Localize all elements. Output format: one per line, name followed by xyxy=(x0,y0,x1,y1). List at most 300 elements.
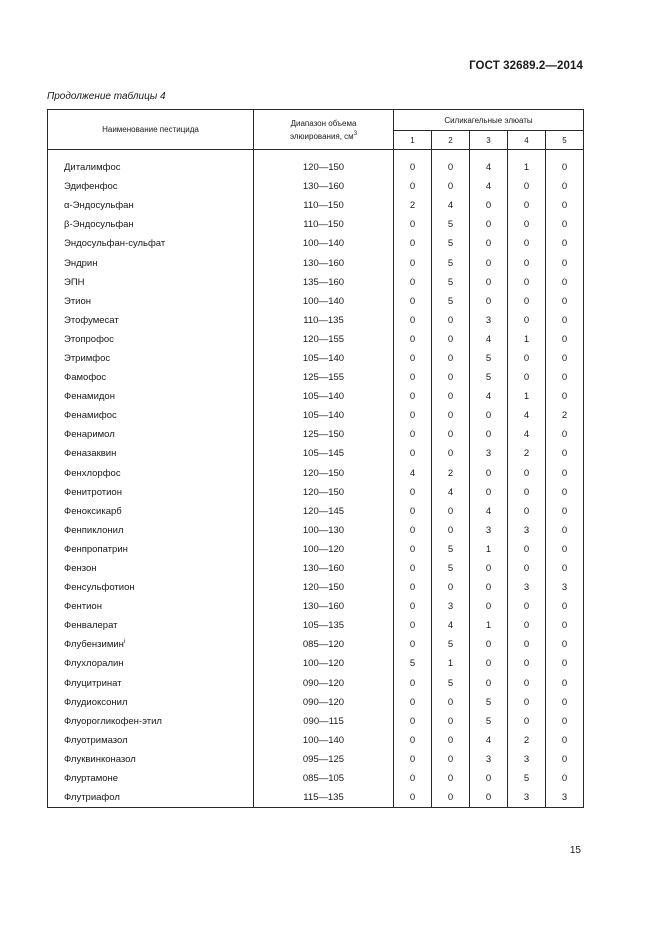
eluate-value-cell: 3 xyxy=(508,578,546,597)
table-row xyxy=(48,578,584,597)
eluate-value-cell: 0 xyxy=(546,674,584,693)
pesticide-name: Этион xyxy=(64,295,92,307)
table-row xyxy=(48,712,584,731)
eluate-value-cell: 0 xyxy=(394,234,432,253)
eluate-value-cell: 3 xyxy=(470,521,508,540)
eluate-value-cell: 0 xyxy=(470,273,508,292)
eluate-value-cell: 0 xyxy=(394,253,432,272)
eluate-value-cell: 0 xyxy=(470,788,508,808)
eluate-value-cell: 0 xyxy=(432,311,470,330)
elution-range-cell: 105—140 xyxy=(254,406,394,425)
eluate-value-cell: 0 xyxy=(508,196,546,215)
eluate-value-cell: 5 xyxy=(432,273,470,292)
table-row xyxy=(48,177,584,196)
eluate-value-cell: 0 xyxy=(394,788,432,808)
eluate-value-cell: 0 xyxy=(546,387,584,406)
pesticide-name-cell xyxy=(48,540,254,559)
elution-range-cell: 110—150 xyxy=(254,196,394,215)
pesticide-name-cell xyxy=(48,693,254,712)
eluate-value-cell: 4 xyxy=(470,731,508,750)
pesticide-name-cell xyxy=(48,483,254,502)
elution-range-cell: 120—150 xyxy=(254,578,394,597)
table-row xyxy=(48,483,584,502)
table-caption: Продолжение таблицы 4 xyxy=(47,91,166,102)
pesticide-name-cell xyxy=(48,196,254,215)
eluate-value-cell: 0 xyxy=(432,502,470,521)
pesticide-name-cell xyxy=(48,330,254,349)
eluate-value-cell: 0 xyxy=(546,464,584,483)
eluate-value-cell: 5 xyxy=(470,349,508,368)
pesticide-name-cell xyxy=(48,464,254,483)
eluate-value-cell: 0 xyxy=(394,177,432,196)
eluate-value-cell: 0 xyxy=(508,616,546,635)
eluate-value-cell: 0 xyxy=(394,311,432,330)
eluate-value-cell: 0 xyxy=(394,559,432,578)
pesticide-name: Флуорогликофен-этил xyxy=(64,715,162,727)
elution-range-cell: 100—120 xyxy=(254,540,394,559)
table-row xyxy=(48,616,584,635)
pesticide-name-cell xyxy=(48,349,254,368)
table-row xyxy=(48,196,584,215)
table-row xyxy=(48,635,584,654)
table-row xyxy=(48,311,584,330)
pesticide-name-cell xyxy=(48,654,254,673)
eluate-value-cell: 5 xyxy=(470,712,508,731)
eluate-value-cell: 0 xyxy=(546,521,584,540)
eluate-value-cell: 0 xyxy=(432,177,470,196)
eluate-value-cell: 2 xyxy=(508,731,546,750)
eluate-value-cell: 5 xyxy=(432,253,470,272)
pesticide-name-cell xyxy=(48,311,254,330)
eluate-value-cell: 0 xyxy=(546,311,584,330)
eluate-value-cell: 0 xyxy=(546,253,584,272)
pesticide-table xyxy=(47,109,584,808)
table-row xyxy=(48,444,584,463)
eluate-value-cell: 0 xyxy=(432,330,470,349)
eluate-value-cell: 0 xyxy=(394,215,432,234)
elution-range-cell: 120—150 xyxy=(254,158,394,177)
eluate-value-cell: 0 xyxy=(546,769,584,788)
pesticide-name-cell xyxy=(48,788,254,808)
eluate-value-cell: 0 xyxy=(546,597,584,616)
eluate-value-cell: 0 xyxy=(394,158,432,177)
table-row xyxy=(48,253,584,272)
eluate-value-cell: 0 xyxy=(394,330,432,349)
column-header-range xyxy=(254,110,394,150)
eluate-value-cell: 1 xyxy=(508,387,546,406)
table-row xyxy=(48,368,584,387)
eluate-value-cell: 5 xyxy=(470,693,508,712)
eluate-value-cell: 0 xyxy=(546,654,584,673)
page-number: 15 xyxy=(569,845,581,856)
eluate-value-cell: 0 xyxy=(432,712,470,731)
eluate-value-cell: 3 xyxy=(508,788,546,808)
pesticide-name: Флутриафол xyxy=(64,792,120,804)
eluate-value-cell: 0 xyxy=(394,693,432,712)
eluate-value-cell: 0 xyxy=(546,368,584,387)
pesticide-name-cell xyxy=(48,712,254,731)
eluate-value-cell: 2 xyxy=(394,196,432,215)
table-row xyxy=(48,406,584,425)
eluate-value-cell: 0 xyxy=(546,196,584,215)
eluate-value-cell: 0 xyxy=(508,464,546,483)
eluate-value-cell: 0 xyxy=(394,616,432,635)
elution-range-cell: 130—160 xyxy=(254,597,394,616)
pesticide-name-cell xyxy=(48,425,254,444)
elution-range-cell: 120—150 xyxy=(254,483,394,502)
eluate-value-cell: 0 xyxy=(508,311,546,330)
eluate-value-cell: 0 xyxy=(470,635,508,654)
pesticide-name-footnote-mark: i xyxy=(123,639,126,646)
eluate-value-cell: 0 xyxy=(394,731,432,750)
eluate-value-cell: 0 xyxy=(432,693,470,712)
eluate-value-cell: 0 xyxy=(508,349,546,368)
elution-range-cell: 105—140 xyxy=(254,349,394,368)
eluate-value-cell: 5 xyxy=(432,635,470,654)
eluate-value-cell: 1 xyxy=(432,654,470,673)
pesticide-name: Флухлоралин xyxy=(64,658,124,670)
elution-range-cell: 105—135 xyxy=(254,616,394,635)
eluate-value-cell: 0 xyxy=(470,406,508,425)
table-spacer-row xyxy=(48,150,584,159)
pesticide-name: Феназаквин xyxy=(64,448,117,460)
elution-range-cell: 100—130 xyxy=(254,521,394,540)
elution-range-cell: 095—125 xyxy=(254,750,394,769)
eluate-value-cell: 0 xyxy=(394,712,432,731)
table-row xyxy=(48,769,584,788)
table-row xyxy=(48,521,584,540)
eluate-value-cell: 0 xyxy=(546,444,584,463)
elution-range-cell: 125—155 xyxy=(254,368,394,387)
pesticide-name-cell xyxy=(48,215,254,234)
pesticide-name-cell xyxy=(48,177,254,196)
pesticide-name-cell xyxy=(48,597,254,616)
eluate-value-cell: 4 xyxy=(470,177,508,196)
eluate-value-cell: 0 xyxy=(432,750,470,769)
pesticide-name-cell xyxy=(48,444,254,463)
eluate-value-cell: 0 xyxy=(394,425,432,444)
elution-range-cell: 135—160 xyxy=(254,273,394,292)
pesticide-name: Фенсульфотион xyxy=(64,582,135,594)
eluate-value-cell: 4 xyxy=(508,425,546,444)
eluate-value-cell: 0 xyxy=(508,215,546,234)
eluate-value-cell: 0 xyxy=(546,616,584,635)
eluate-value-cell: 0 xyxy=(394,273,432,292)
eluate-value-cell: 0 xyxy=(394,349,432,368)
pesticide-name: ЭПН xyxy=(64,276,85,288)
eluate-value-cell: 5 xyxy=(470,368,508,387)
eluate-value-cell: 0 xyxy=(394,292,432,311)
eluate-value-cell: 0 xyxy=(394,674,432,693)
pesticide-name-cell xyxy=(48,273,254,292)
eluate-value-cell: 0 xyxy=(432,731,470,750)
eluate-value-cell: 4 xyxy=(394,464,432,483)
table-row xyxy=(48,502,584,521)
pesticide-name: Этопрофос xyxy=(64,333,114,345)
eluate-value-cell: 3 xyxy=(470,311,508,330)
elution-range-cell: 105—140 xyxy=(254,387,394,406)
pesticide-name: Фенвалерат xyxy=(64,620,118,632)
pesticide-name-cell xyxy=(48,387,254,406)
eluate-value-cell: 0 xyxy=(432,578,470,597)
elution-range-cell: 130—160 xyxy=(254,253,394,272)
eluate-value-cell: 0 xyxy=(432,769,470,788)
eluate-value-cell: 0 xyxy=(432,521,470,540)
eluate-value-cell: 0 xyxy=(546,158,584,177)
table-row xyxy=(48,674,584,693)
elution-range-cell: 100—140 xyxy=(254,731,394,750)
eluate-value-cell: 0 xyxy=(508,597,546,616)
pesticide-name-cell xyxy=(48,674,254,693)
pesticide-name-cell xyxy=(48,502,254,521)
pesticide-name: Фенаримол xyxy=(64,429,115,441)
eluate-value-cell: 0 xyxy=(508,635,546,654)
table-row xyxy=(48,559,584,578)
eluate-value-cell: 0 xyxy=(546,234,584,253)
eluate-value-cell: 0 xyxy=(394,406,432,425)
eluate-value-cell: 0 xyxy=(394,769,432,788)
eluate-number-header: 5 xyxy=(546,131,584,150)
eluate-value-cell: 2 xyxy=(432,464,470,483)
eluate-value-cell: 0 xyxy=(546,750,584,769)
eluate-value-cell: 2 xyxy=(546,406,584,425)
elution-range-cell: 115—135 xyxy=(254,788,394,808)
eluate-value-cell: 0 xyxy=(546,292,584,311)
eluate-value-cell: 0 xyxy=(432,158,470,177)
eluate-value-cell: 0 xyxy=(470,559,508,578)
table-row xyxy=(48,292,584,311)
eluate-value-cell: 0 xyxy=(508,273,546,292)
eluate-value-cell: 0 xyxy=(508,559,546,578)
pesticide-name: Фенамидон xyxy=(64,391,115,403)
eluate-value-cell: 0 xyxy=(508,654,546,673)
elution-range-cell: 125—150 xyxy=(254,425,394,444)
eluate-value-cell: 3 xyxy=(432,597,470,616)
eluate-value-cell: 3 xyxy=(508,521,546,540)
pesticide-name-cell xyxy=(48,234,254,253)
eluate-value-cell: 1 xyxy=(470,616,508,635)
eluate-value-cell: 0 xyxy=(546,635,584,654)
elution-range-cell: 110—135 xyxy=(254,311,394,330)
pesticide-name-cell xyxy=(48,292,254,311)
table-row xyxy=(48,693,584,712)
eluate-value-cell: 5 xyxy=(432,292,470,311)
eluate-value-cell: 1 xyxy=(470,540,508,559)
pesticide-name: Диталимфос xyxy=(64,162,121,174)
eluate-value-cell: 0 xyxy=(470,196,508,215)
table-row xyxy=(48,234,584,253)
eluate-value-cell: 0 xyxy=(394,387,432,406)
eluate-value-cell: 0 xyxy=(394,597,432,616)
eluate-value-cell: 0 xyxy=(394,635,432,654)
eluate-value-cell: 0 xyxy=(470,464,508,483)
eluate-value-cell: 0 xyxy=(394,502,432,521)
table-row xyxy=(48,215,584,234)
eluate-value-cell: 5 xyxy=(432,234,470,253)
eluate-value-cell: 0 xyxy=(470,483,508,502)
pesticide-name: Фенпропатрин xyxy=(64,543,128,555)
pesticide-name: Флубензимин xyxy=(64,639,124,651)
table-row xyxy=(48,330,584,349)
elution-range-cell: 120—150 xyxy=(254,464,394,483)
elution-range-cell: 110—150 xyxy=(254,215,394,234)
eluate-value-cell: 0 xyxy=(508,177,546,196)
pesticide-name: Флуцитринат xyxy=(64,677,122,689)
pesticide-name-cell xyxy=(48,731,254,750)
column-header-name: Наименование пестицида xyxy=(48,110,254,150)
pesticide-name: Фензон xyxy=(64,563,97,575)
elution-range-cell: 085—120 xyxy=(254,635,394,654)
eluate-value-cell: 0 xyxy=(508,712,546,731)
eluate-value-cell: 0 xyxy=(470,215,508,234)
eluate-value-cell: 0 xyxy=(432,368,470,387)
range-header-unit-sup: 3 xyxy=(353,130,358,137)
eluate-value-cell: 0 xyxy=(546,693,584,712)
eluate-value-cell: 4 xyxy=(432,616,470,635)
column-header-eluates: Силикагельные элюаты xyxy=(394,110,584,131)
eluate-value-cell: 1 xyxy=(508,158,546,177)
pesticide-name-cell xyxy=(48,578,254,597)
pesticide-name: Фенитротион xyxy=(64,486,122,498)
eluate-value-cell: 0 xyxy=(470,234,508,253)
eluate-value-cell: 5 xyxy=(432,674,470,693)
eluate-value-cell: 4 xyxy=(432,483,470,502)
pesticide-name: Фентион xyxy=(64,601,102,613)
eluate-value-cell: 0 xyxy=(394,578,432,597)
eluate-value-cell: 0 xyxy=(432,406,470,425)
eluate-value-cell: 4 xyxy=(432,196,470,215)
pesticide-name-cell xyxy=(48,559,254,578)
eluate-value-cell: 0 xyxy=(432,788,470,808)
table-row xyxy=(48,750,584,769)
eluate-value-cell: 0 xyxy=(508,483,546,502)
table-row xyxy=(48,349,584,368)
table-row xyxy=(48,597,584,616)
pesticide-name: Феноксикарб xyxy=(64,505,122,517)
eluate-value-cell: 0 xyxy=(546,349,584,368)
eluate-value-cell: 0 xyxy=(394,540,432,559)
elution-range-cell: 130—160 xyxy=(254,177,394,196)
table-row xyxy=(48,425,584,444)
eluate-value-cell: 0 xyxy=(508,234,546,253)
elution-range-cell: 100—140 xyxy=(254,292,394,311)
elution-range-cell: 120—145 xyxy=(254,502,394,521)
eluate-value-cell: 1 xyxy=(508,330,546,349)
eluate-value-cell: 0 xyxy=(508,292,546,311)
elution-range-cell: 120—155 xyxy=(254,330,394,349)
pesticide-name: α-Эндосульфан xyxy=(64,200,134,212)
elution-range-cell: 130—160 xyxy=(254,559,394,578)
eluate-value-cell: 0 xyxy=(508,693,546,712)
pesticide-name-cell xyxy=(48,406,254,425)
eluate-value-cell: 0 xyxy=(508,540,546,559)
eluate-value-cell: 0 xyxy=(470,578,508,597)
eluate-value-cell: 4 xyxy=(470,330,508,349)
table-row xyxy=(48,654,584,673)
eluate-number-header: 4 xyxy=(508,131,546,150)
pesticide-name: Флудиоксонил xyxy=(64,696,128,708)
pesticide-name-cell xyxy=(48,769,254,788)
table-row xyxy=(48,158,584,177)
eluate-value-cell: 3 xyxy=(508,750,546,769)
eluate-value-cell: 0 xyxy=(470,769,508,788)
eluate-value-cell: 0 xyxy=(508,368,546,387)
document-code: ГОСТ 32689.2—2014 xyxy=(469,60,583,72)
eluate-value-cell: 0 xyxy=(470,597,508,616)
eluate-value-cell: 4 xyxy=(470,158,508,177)
pesticide-name: Фенамифос xyxy=(64,410,117,422)
pesticide-name: Флуотримазол xyxy=(64,734,128,746)
pesticide-name: Эндрин xyxy=(64,257,98,269)
pesticide-name: Фенпиклонил xyxy=(64,524,124,536)
eluate-value-cell: 5 xyxy=(432,540,470,559)
elution-range-cell: 105—145 xyxy=(254,444,394,463)
pesticide-name: Этримфос xyxy=(64,352,111,364)
pesticide-name-cell xyxy=(48,616,254,635)
eluate-number-header: 3 xyxy=(470,131,508,150)
elution-range-cell: 090—120 xyxy=(254,674,394,693)
pesticide-name: Фенхлорфос xyxy=(64,467,121,479)
pesticide-name-cell xyxy=(48,635,254,654)
elution-range-cell: 100—120 xyxy=(254,654,394,673)
eluate-value-cell: 0 xyxy=(546,177,584,196)
eluate-value-cell: 5 xyxy=(432,215,470,234)
eluate-value-cell: 0 xyxy=(432,387,470,406)
eluate-value-cell: 0 xyxy=(470,253,508,272)
eluate-value-cell: 0 xyxy=(394,444,432,463)
eluate-value-cell: 0 xyxy=(508,674,546,693)
pesticide-name: Флуртамоне xyxy=(64,773,119,785)
eluate-value-cell: 3 xyxy=(546,578,584,597)
eluate-value-cell: 0 xyxy=(546,483,584,502)
table-row xyxy=(48,464,584,483)
eluate-value-cell: 0 xyxy=(546,731,584,750)
pesticide-name: Эндосульфан-сульфат xyxy=(64,238,166,250)
eluate-value-cell: 0 xyxy=(508,502,546,521)
eluate-value-cell: 0 xyxy=(470,654,508,673)
pesticide-name: Эдифенфос xyxy=(64,181,118,193)
eluate-value-cell: 2 xyxy=(508,444,546,463)
eluate-value-cell: 0 xyxy=(432,444,470,463)
table-row xyxy=(48,540,584,559)
elution-range-cell: 085—105 xyxy=(254,769,394,788)
eluate-value-cell: 3 xyxy=(470,750,508,769)
eluate-value-cell: 0 xyxy=(546,502,584,521)
eluate-value-cell: 3 xyxy=(470,444,508,463)
eluate-value-cell: 0 xyxy=(508,253,546,272)
eluate-value-cell: 0 xyxy=(394,750,432,769)
range-header-line2: элюирования, см xyxy=(289,131,354,141)
eluate-value-cell: 0 xyxy=(546,215,584,234)
eluate-value-cell: 0 xyxy=(546,559,584,578)
eluate-number-header: 2 xyxy=(432,131,470,150)
table-row xyxy=(48,387,584,406)
pesticide-name-cell xyxy=(48,521,254,540)
eluate-value-cell: 0 xyxy=(546,712,584,731)
table-row xyxy=(48,788,584,808)
eluate-value-cell: 0 xyxy=(432,349,470,368)
eluate-value-cell: 4 xyxy=(508,406,546,425)
eluate-value-cell: 0 xyxy=(394,521,432,540)
eluate-value-cell: 5 xyxy=(508,769,546,788)
elution-range-cell: 090—115 xyxy=(254,712,394,731)
eluate-value-cell: 0 xyxy=(394,368,432,387)
pesticide-name: Фамофос xyxy=(64,372,107,384)
pesticide-name-cell xyxy=(48,750,254,769)
pesticide-name-cell xyxy=(48,158,254,177)
eluate-value-cell: 5 xyxy=(432,559,470,578)
range-header-line1: Диапазон объема xyxy=(290,118,357,128)
